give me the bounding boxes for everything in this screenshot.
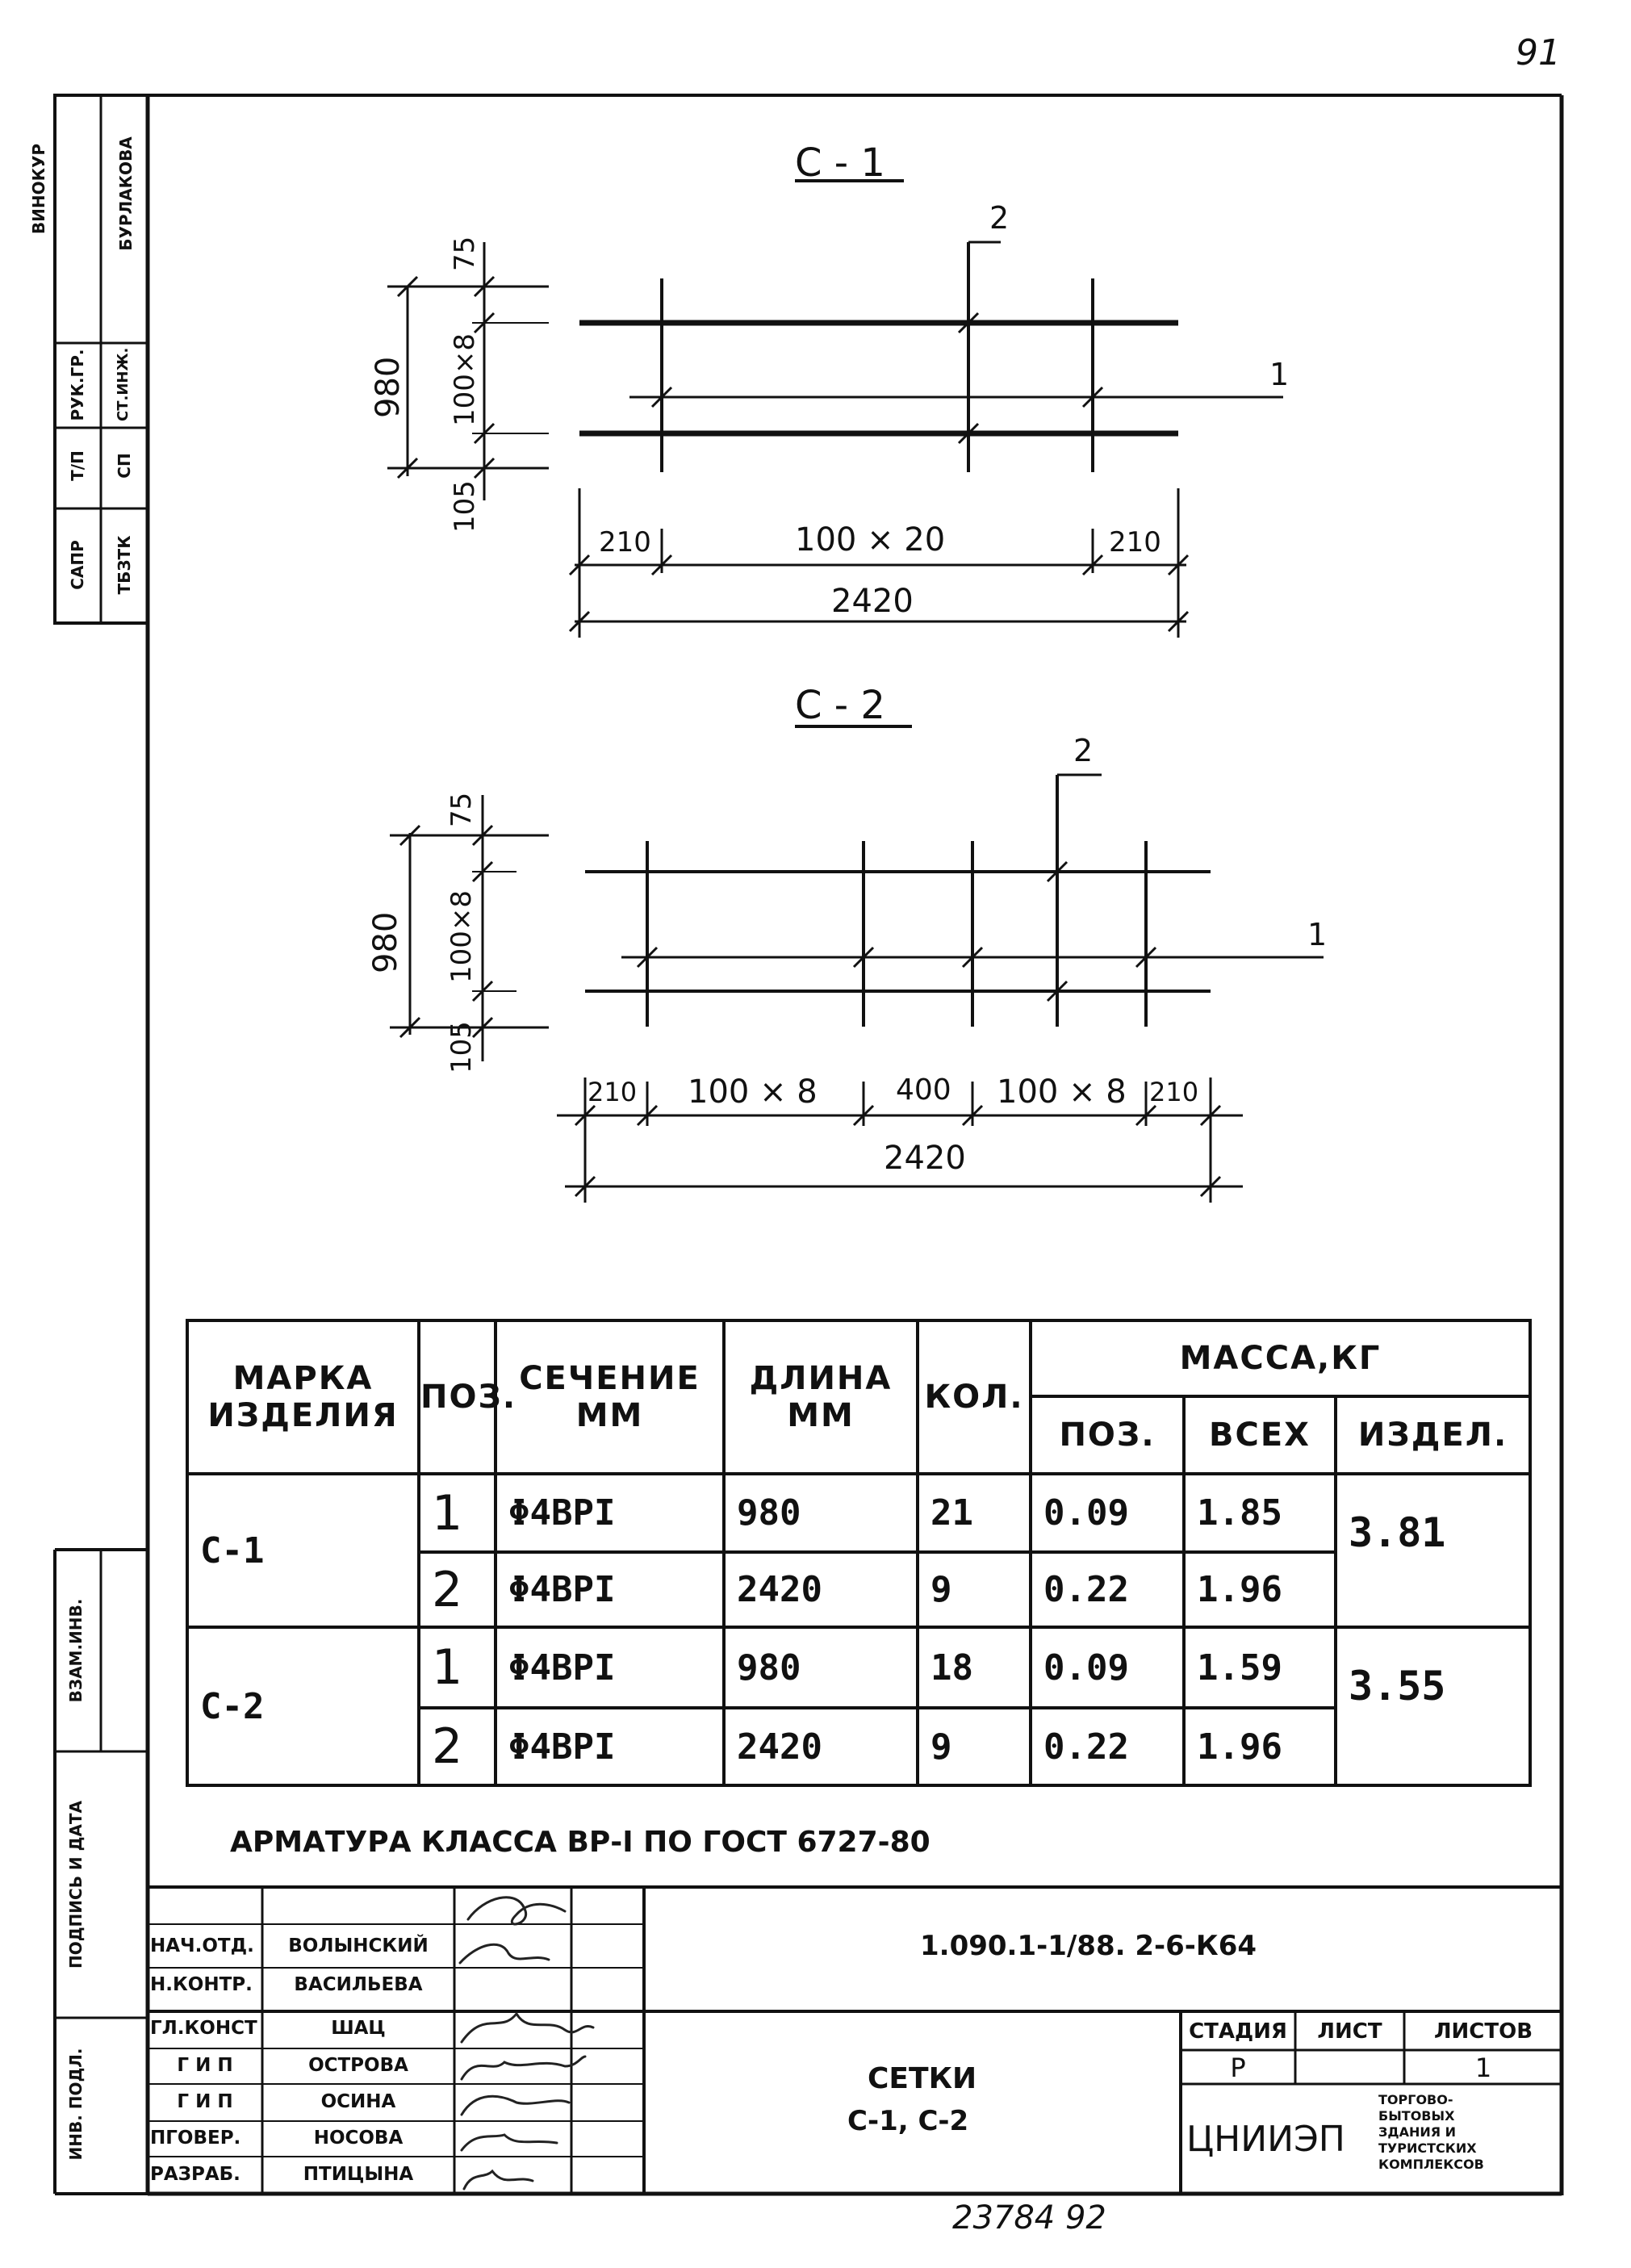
sheets-value: 1 [1474, 2052, 1492, 2083]
sheet-subtitle: С-1, С-2 [847, 2105, 969, 2137]
dim-mid: 100×8 [445, 889, 478, 983]
pos-cell: 1 [419, 1627, 496, 1708]
header-qty: КОЛ. [918, 1320, 1031, 1474]
dim-top: 75 [445, 792, 478, 827]
dim-total-length: 2420 [831, 583, 914, 620]
header-mass: МАССА,КГ [1031, 1320, 1530, 1396]
sig-name: ВАСИЛЬЕВА [294, 1974, 423, 1995]
header-section: СЕЧЕНИЕ ММ [496, 1320, 724, 1474]
mass-pos-cell: 0.22 [1031, 1552, 1184, 1627]
dim-left: 210 [599, 526, 651, 559]
item-mass-cell: 3.81 [1336, 1474, 1530, 1627]
dim-total-height: 980 [367, 911, 404, 973]
strip-label: БУРЛАКОВА [116, 136, 136, 251]
dim-bottom: 105 [449, 480, 481, 533]
mass-all-cell: 1.59 [1184, 1627, 1336, 1708]
qty-cell: 9 [918, 1552, 1031, 1627]
sig-role: Г И П [177, 2091, 233, 2112]
strip-label: ПОДПИСЬ И ДАТА [66, 1800, 86, 1969]
sig-name: НОСОВА [313, 2128, 404, 2149]
dim-seg2: 100 × 8 [997, 1073, 1127, 1111]
header-pos: ПОЗ. [419, 1320, 496, 1474]
sig-name: ОСТРОВА [308, 2055, 408, 2076]
mass-all-cell: 1.96 [1184, 1552, 1336, 1627]
pos-cell: 2 [419, 1552, 496, 1627]
drawing-title-c2: С - 2 [795, 683, 885, 728]
sig-role: ПГОВЕР. [150, 2128, 241, 2149]
dim-gap: 400 [896, 1073, 951, 1107]
sheets-header: ЛИСТОВ [1433, 2019, 1533, 2044]
rebar-note: АРМАТУРА КЛАССА ВР-I ПО ГОСТ 6727-80 [230, 1826, 931, 1859]
pos-label-2: 2 [1073, 733, 1094, 768]
strip-label: РУК.ГР. [68, 349, 87, 421]
length-cell: 980 [724, 1474, 918, 1552]
length-cell: 2420 [724, 1552, 918, 1627]
strip-label: СП [115, 453, 134, 479]
header-length: ДЛИНА ММ [724, 1320, 918, 1474]
mark-cell: С-2 [187, 1627, 419, 1785]
pos-cell: 2 [419, 1708, 496, 1785]
drawing-title-c1: С - 1 [795, 140, 885, 186]
mark-cell: С-1 [187, 1474, 419, 1627]
mass-all-cell: 1.85 [1184, 1474, 1336, 1552]
dim-total-length: 2420 [884, 1140, 966, 1177]
mass-all-cell: 1.96 [1184, 1708, 1336, 1785]
section-cell: Φ4ВРI [496, 1708, 724, 1785]
sheet-header: ЛИСТ [1317, 2019, 1382, 2044]
strip-label: ТБЗТК [115, 535, 134, 595]
stage-header: СТАДИЯ [1189, 2019, 1287, 2044]
stage-value: Р [1230, 2052, 1246, 2083]
sig-role: НАЧ.ОТД. [150, 1935, 254, 1956]
sig-role: Г И П [177, 2055, 233, 2076]
dim-seg1: 100 × 8 [688, 1073, 818, 1111]
sig-role: Н.КОНТР. [150, 1974, 253, 1995]
section-cell: Φ4ВРI [496, 1474, 724, 1552]
sig-name: ПТИЦЫНА [303, 2164, 414, 2185]
sheet-title: СЕТКИ [868, 2062, 977, 2095]
pos-label-1: 1 [1269, 357, 1290, 392]
dim-center: 100 × 20 [795, 521, 946, 559]
strip-label: СТ.ИНЖ. [115, 347, 132, 421]
header-mass-pos: ПОЗ. [1031, 1396, 1184, 1474]
bottom-number: 23784 92 [952, 2199, 1106, 2237]
mass-pos-cell: 0.09 [1031, 1627, 1184, 1708]
length-cell: 2420 [724, 1708, 918, 1785]
dim-right: 210 [1109, 526, 1161, 559]
sig-role: ГЛ.КОНСТ [150, 2018, 257, 2039]
org-name: ЦНИИЭП [1186, 2119, 1345, 2160]
section-cell: Φ4ВРI [496, 1552, 724, 1627]
dim-bottom: 105 [445, 1021, 478, 1073]
dim-top: 75 [449, 236, 481, 271]
pos-label-2: 2 [989, 200, 1010, 236]
sheet-code: 1.090.1-1/88. 2-6-К64 [920, 1930, 1257, 1962]
pos-cell: 1 [419, 1474, 496, 1552]
strip-label: ВИНОКУР [29, 143, 48, 235]
page-number: 91 [1516, 32, 1561, 73]
sig-name: ОСИНА [320, 2091, 396, 2112]
item-mass-cell: 3.55 [1336, 1627, 1530, 1785]
header-mark: МАРКА ИЗДЕЛИЯ [187, 1320, 419, 1474]
qty-cell: 21 [918, 1474, 1031, 1552]
sig-role: РАЗРАБ. [150, 2164, 240, 2185]
dim-left: 210 [588, 1077, 638, 1107]
dim-total-height: 980 [370, 356, 407, 418]
header-mass-all: ВСЕХ [1184, 1396, 1336, 1474]
section-cell: Φ4ВРI [496, 1627, 724, 1708]
sig-name: ШАЦ [331, 2018, 386, 2039]
mass-pos-cell: 0.22 [1031, 1708, 1184, 1785]
strip-label: ИНВ. ПОДЛ. [66, 2048, 86, 2161]
strip-label: Т/П [68, 450, 87, 481]
length-cell: 980 [724, 1627, 918, 1708]
dim-mid: 100×8 [449, 333, 481, 426]
strip-label: ВЗАМ.ИНВ. [66, 1598, 86, 1703]
sig-name: ВОЛЫНСКИЙ [288, 1935, 429, 1956]
org-subtitle: ТОРГОВО- БЫТОВЫХ ЗДАНИЯ И ТУРИСТСКИХ КОМПЛЕКСОВ [1378, 2092, 1484, 2172]
qty-cell: 9 [918, 1708, 1031, 1785]
header-mass-item: ИЗДЕЛ. [1336, 1396, 1530, 1474]
pos-label-1: 1 [1307, 917, 1328, 952]
strip-label: САПР [68, 540, 87, 590]
qty-cell: 18 [918, 1627, 1031, 1708]
mass-pos-cell: 0.09 [1031, 1474, 1184, 1552]
dim-right: 210 [1149, 1077, 1199, 1107]
